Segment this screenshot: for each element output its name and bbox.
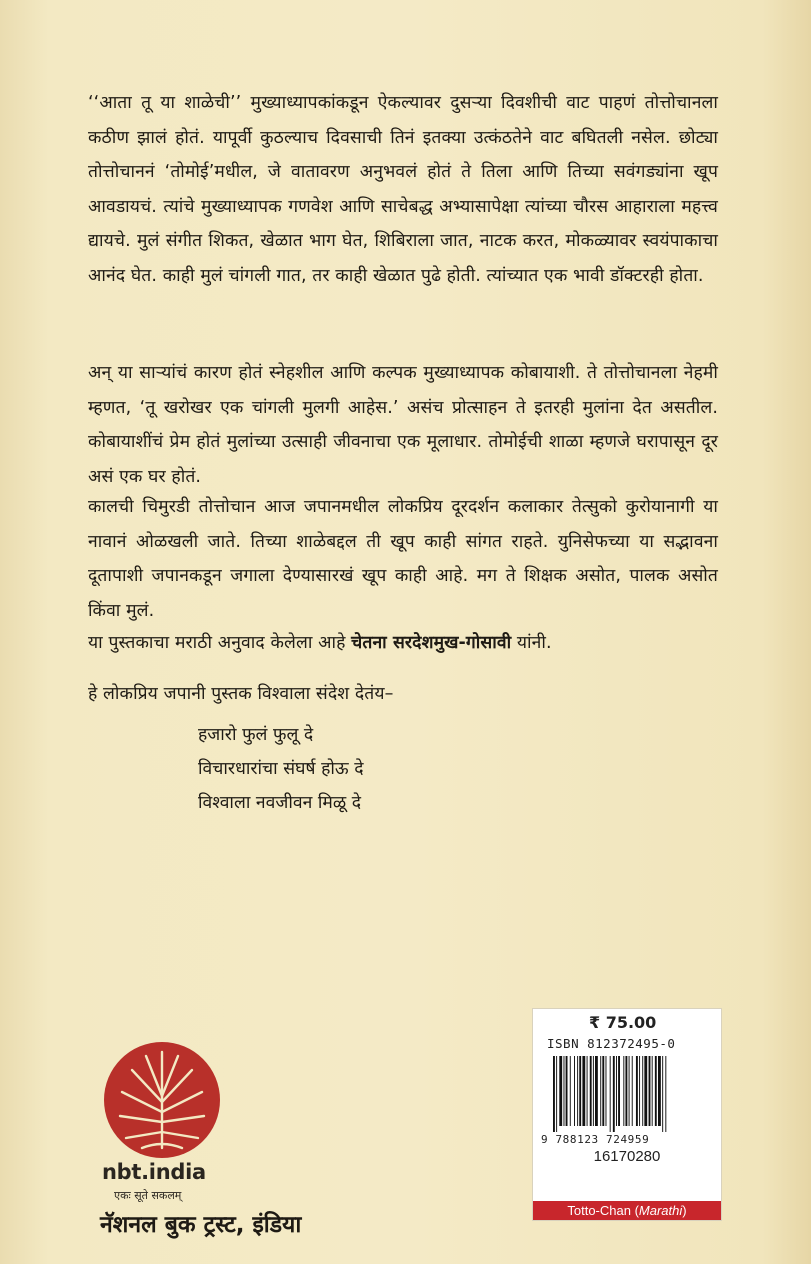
blurb-paragraph-1: ‘‘आता तू या शाळेची’’ मुख्याध्यापकांकडून ऐकल्यावर दुसऱ्या दिवशीची वाट पाहणं तोत्तोचानला कठीण झालं होतं. यापूर्वी कुठल्याच दिवसाची तिनं इतक्या उत्कंठतेने वाट बघितली नसेल. छोट्या तोत्तोचाननं ‘तोमोई’मधील, जे वातावरण अनुभवलं होतं ते तिला आणि तिच्या सवंगड्यांना खूप आवडायचं. त्यांचे मुख्याध्यापक गणवेश आणि साचेबद्ध अभ्यासापेक्षा त्यांच्या चौरस आहाराला महत्त्व द्यायचे. मुलं संगीत शिकत, खेळात भाग घेत, शिबिराला जात, नाटक करत, मोकळ्यावर स्वयंपाकाचा आनंद घेत. काही मुलं चांगली गात, तर काही खेळात पुढे होती. त्यांच्यात एक भावी डॉक्टरही होता. (88, 93, 718, 286)
blurb-paragraph-2: अन् या साऱ्यांचं कारण होतं स्नेहशील आणि कल्पक मुख्याध्यापक कोबायाशी. ते तोत्तोचानला नेहमी म्हणत, ‘तू खरोखर एक चांगली मुलगी आहेस.’ असंच प्रोत्साहन ते इतरही मुलांना देत असतील. कोबायाशींचं प्रेम होतं मुलांच्या उत्साही जीवनाचा एक मूलाधार. तोमोईची शाळा म्हणजे घरापासून दूर असं एक घर होतं. (88, 363, 718, 487)
barcode-bar (623, 1056, 624, 1126)
poem-line: विश्वाला नवजीवन मिळू दे (198, 793, 362, 813)
book-title: Totto-Chan (567, 1203, 631, 1218)
barcode-bar (636, 1056, 638, 1126)
message-intro: हे लोकप्रिय जपानी पुस्तक विश्वाला संदेश देतंय– (88, 684, 394, 704)
logo-tagline: एकः सूते सकलम् (114, 1189, 182, 1202)
barcode-bar (600, 1056, 601, 1126)
poem-line: विचारधारांचा संघर्ष होऊ दे (198, 759, 364, 779)
barcode-bar (570, 1056, 571, 1126)
barcode-bar (579, 1056, 581, 1126)
barcode-bar (566, 1056, 568, 1126)
barcode-bar (642, 1056, 643, 1126)
barcode-bar (564, 1056, 565, 1126)
translator-credit-prefix: या पुस्तकाचा मराठी अनुवाद केलेला आहे (88, 633, 352, 653)
barcode-bar (665, 1056, 666, 1132)
barcode-bar (655, 1056, 657, 1126)
barcode-bar (613, 1056, 615, 1132)
barcode-bar (632, 1056, 633, 1126)
poem-line: हजारो फुलं फुलू दे (198, 725, 314, 745)
barcode-bar (662, 1056, 663, 1132)
barcode-digits: 9 788123 724959 (541, 1133, 650, 1146)
barcode-bar (652, 1056, 653, 1126)
barcode-bar (553, 1056, 555, 1132)
poem-block (198, 718, 364, 820)
barcode-bar (595, 1056, 598, 1126)
barcode-bar (587, 1056, 588, 1126)
barcode-bar (625, 1056, 627, 1126)
book-language: Marathi (638, 1203, 683, 1218)
publisher-name: नॅशनल बुक ट्रस्ट, इंडिया (100, 1212, 302, 1238)
barcode-bar (649, 1056, 651, 1126)
translator-credit (88, 626, 718, 661)
title-band: Totto-Chan (Marathi) (533, 1201, 721, 1220)
nbt-logo (100, 1040, 236, 1202)
barcode-bar (610, 1056, 611, 1132)
translator-name: चेतना सरदेशमुख-गोसावी (351, 633, 512, 653)
barcode-bar (616, 1056, 617, 1126)
barcode-bar (559, 1056, 562, 1126)
barcode-bar (602, 1056, 604, 1126)
price-isbn-box (533, 1009, 721, 1220)
barcode-bar (590, 1056, 592, 1126)
logo-name: nbt.india (102, 1160, 206, 1184)
barcode-bar (577, 1056, 578, 1126)
stock-code: 16170280 (593, 1148, 661, 1165)
barcode-bar (606, 1056, 607, 1126)
barcode-bar (582, 1056, 585, 1126)
price-label: ₹ 75.00 (589, 1013, 657, 1032)
barcode-bar (644, 1056, 647, 1126)
barcode-bar (556, 1056, 557, 1132)
isbn-number: ISBN 812372495-0 (547, 1036, 676, 1051)
barcode-bar (574, 1056, 575, 1126)
barcode-bar (639, 1056, 640, 1126)
barcode-bar (618, 1056, 620, 1126)
blurb-paragraph-3: कालची चिमुरडी तोत्तोचान आज जपानमधील लोकप्रिय दूरदर्शन कलाकार तेत्सुको कुरोयानागी या नावानं ओळखली जाते. तिच्या शाळेबद्दल ती खूप काही सांगत राहते. युनिसेफच्या या सद्भावना दूतापाशी जपानकडून जगाला देण्यासारखं खूप काही आहे. मग ते शिक्षक असोत, पालक असोत किंवा मुलं. (88, 497, 718, 621)
translator-credit-suffix: यांनी. (511, 633, 552, 653)
barcode-bar (629, 1056, 630, 1126)
tree-logo-icon (102, 1040, 222, 1160)
barcode-bar (658, 1056, 661, 1126)
barcode-bar (593, 1056, 594, 1126)
barcode-icon (551, 1056, 703, 1132)
